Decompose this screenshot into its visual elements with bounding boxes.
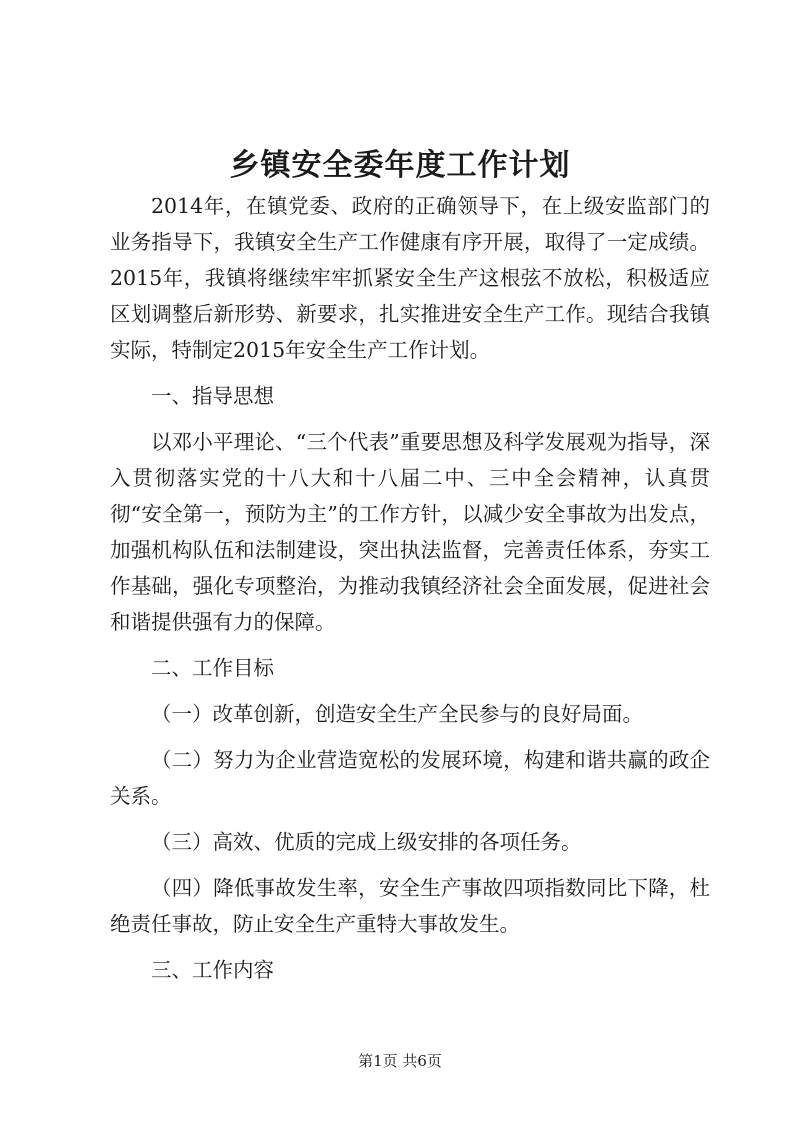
goal-item-2: （二）努力为企业营造宽松的发展环境，构建和谐共赢的政企关系。 bbox=[110, 748, 710, 808]
section-heading-work-content: 三、工作内容 bbox=[151, 958, 274, 982]
section-heading-work-goals: 二、工作目标 bbox=[151, 656, 274, 680]
guiding-ideology-paragraph: 以邓小平理论、“三个代表”重要思想及科学发展观为指导，深入贯彻落实党的十八大和十八届二中、三中全会精神，认真贯彻“安全第一，预防为主”的工作方针，以减少安全事故为出发点，加强机构队伍和法制建设，突出执法监督，完善责任体系，夯实工作基础，强化专项整治，为推动我镇经济社会全面发展，促进社会和谐提供强有力的保障。 bbox=[110, 430, 710, 634]
section-heading-guiding-ideology: 一、指导思想 bbox=[151, 384, 274, 408]
page-number-footer: 第1页 共6页 bbox=[358, 1052, 442, 1070]
goal-item-1: （一）改革创新，创造安全生产全民参与的良好局面。 bbox=[151, 702, 643, 726]
goal-item-3: （三）高效、优质的完成上级安排的各项任务。 bbox=[151, 830, 582, 854]
intro-paragraph: 2014年，在镇党委、政府的正确领导下，在上级安监部门的业务指导下，我镇安全生产工作健康有序开展，取得了一定成绩。2015年，我镇将继续牢牢抓紧安全生产这根弦不放松，积极适应区划调整后新形势、新要求，扎实推进安全生产工作。现结合我镇实际，特制定2015年安全生产工作计划。 bbox=[110, 194, 710, 362]
document-title: 乡镇安全委年度工作计划 bbox=[229, 148, 571, 183]
goal-item-4: （四）降低事故发生率，安全生产事故四项指数同比下降，杜绝责任事故，防止安全生产重特大事故发生。 bbox=[110, 876, 710, 936]
document-body bbox=[110, 188, 710, 988]
